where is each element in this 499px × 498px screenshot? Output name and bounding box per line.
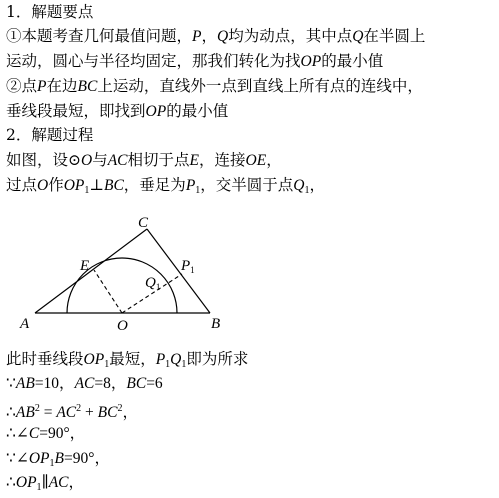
label-e: E bbox=[80, 258, 90, 274]
label-p1: $P_1$ bbox=[181, 258, 195, 275]
side-bc bbox=[147, 229, 210, 313]
point-1-line-2: 运动，圆心与半径均固定，那我们转化为找OP的最小值 bbox=[6, 52, 384, 70]
section-1-heading: 1．解题要点 bbox=[6, 3, 94, 21]
point-2-line-2: 垂线段最短，即找到OP的最小值 bbox=[6, 102, 229, 120]
label-c: C bbox=[138, 215, 149, 231]
process-line-1: 如图，设⊙O与AC相切于点E，连接OE， bbox=[6, 151, 282, 169]
point-2-line-1: ②点P在边BC上运动，直线外一点到直线上所有点的连线中， bbox=[6, 77, 423, 95]
label-a: A bbox=[20, 316, 30, 332]
side-ac bbox=[35, 229, 147, 313]
result-line: 此时垂线段$OP_1$最短，$P_1Q_1$即为所求 bbox=[6, 350, 249, 370]
label-b: B bbox=[211, 316, 221, 332]
given-lengths-line: ∵AB=10，AC=8，BC=6 bbox=[6, 375, 163, 392]
process-line-2: 过点O作$OP_1\perp BC$，垂足为$P_1$，交半圆于点$Q_1$， bbox=[6, 176, 326, 196]
label-o: O bbox=[117, 318, 128, 334]
segment-oe bbox=[94, 270, 122, 313]
pythagoras-line: $\therefore AB^2 = AC^2 + BC^2$， bbox=[6, 403, 138, 421]
section-2-heading: 2．解题过程 bbox=[6, 126, 94, 144]
angle-c-line: ∴∠C=90°， bbox=[6, 425, 86, 442]
point-1-line-1: ①本题考查几何最值问题，P，Q均为动点，其中点Q在半圆上 bbox=[6, 27, 426, 45]
angle-op1b-line: $\because\angle OP_1B=90^\circ$， bbox=[6, 450, 110, 469]
label-q1: $Q_1$ bbox=[145, 275, 161, 292]
parallel-line: $\therefore OP_1\parallel AC$， bbox=[6, 474, 85, 493]
